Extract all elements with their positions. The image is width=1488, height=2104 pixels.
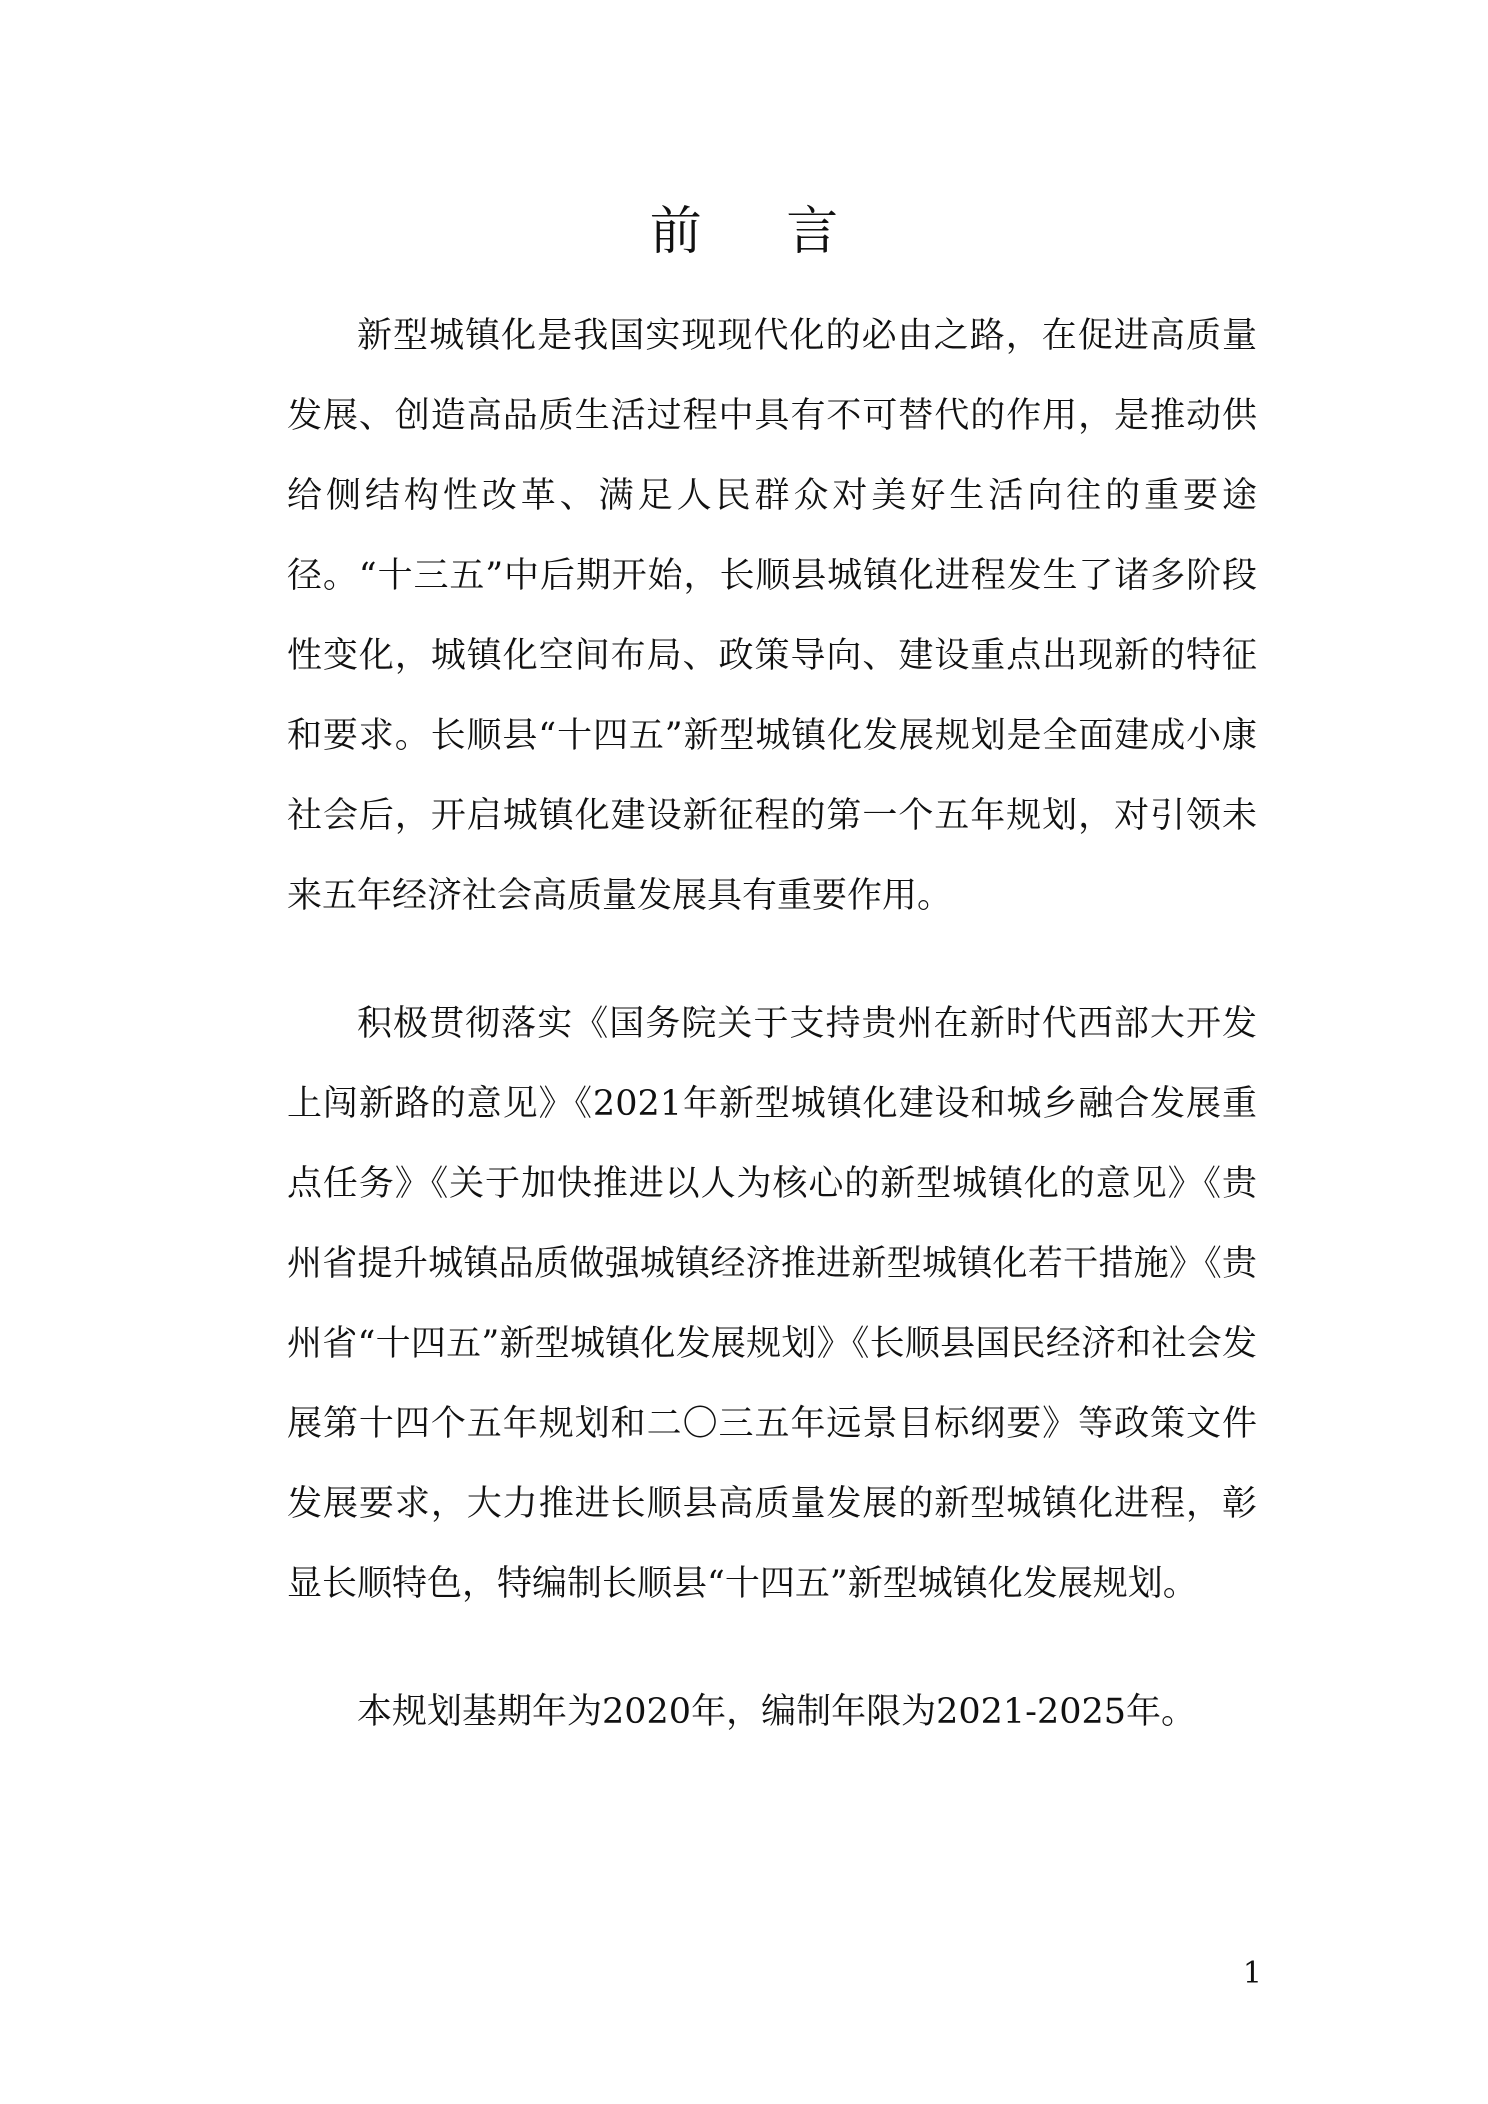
page-title: 前 言 xyxy=(649,202,873,262)
paragraph-policy-basis: 积极贯彻落实《国务院关于支持贵州在新时代西部大开发上闯新路的意见》《2021年新型城镇化建设和城乡融合发展重点任务》《关于加快推进以人为核心的新型城镇化的意见》《贵州省提升城镇品质做强城镇经济推进新型城镇化若干措施》《贵州省“十四五”新型城镇化发展规划》《长顺县国民经济和社会发展第十四个五年规划和二〇三五年远景目标纲要》等政策文件发展要求，大力推进长顺县高质量发展的新型城镇化进程，彰显长顺特色，特编制长顺县“十四五”新型城镇化发展规划。 xyxy=(287,1004,1257,1604)
document-body xyxy=(287,296,1257,1800)
page-number: 1 xyxy=(1242,1956,1262,1991)
paragraph-planning-period: 本规划基期年为2020年，编制年限为2021-2025年。 xyxy=(357,1692,1197,1732)
paragraph-intro: 新型城镇化是我国实现现代化的必由之路，在促进高质量发展、创造高品质生活过程中具有不可替代的作用，是推动供给侧结构性改革、满足人民群众对美好生活向往的重要途径。“十三五”中后期开始，长顺县城镇化进程发生了诸多阶段性变化，城镇化空间布局、政策导向、建设重点出现新的特征和要求。长顺县“十四五”新型城镇化发展规划是全面建成小康社会后，开启城镇化建设新征程的第一个五年规划，对引领未来五年经济社会高质量发展具有重要作用。 xyxy=(287,316,1257,916)
